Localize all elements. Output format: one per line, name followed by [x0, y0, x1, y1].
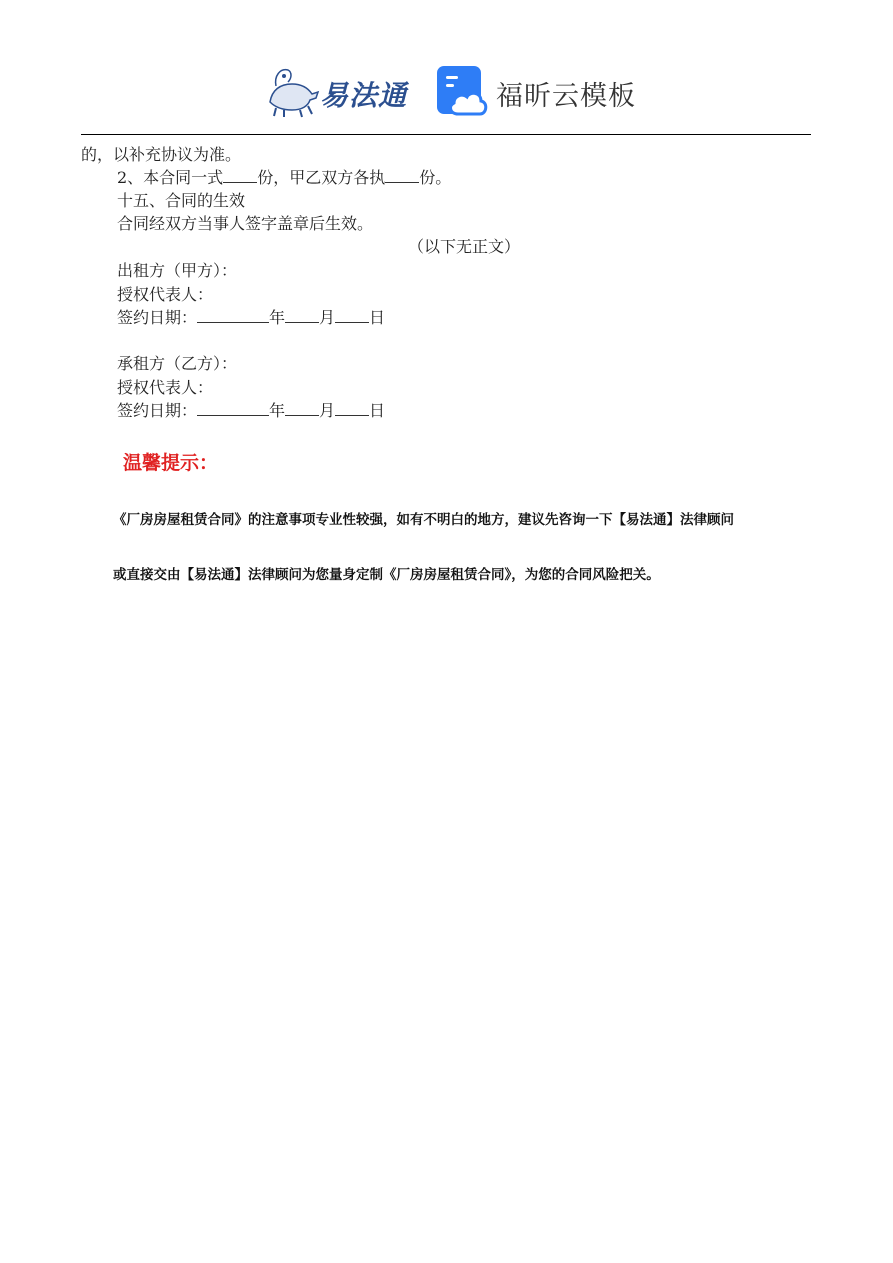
- sign-date-label: 签约日期：: [117, 401, 198, 420]
- copies-each-blank[interactable]: [385, 168, 419, 183]
- month-blank[interactable]: [285, 308, 319, 323]
- section-15-title: 十五、合同的生效: [117, 191, 246, 210]
- header-divider: [81, 134, 811, 135]
- foxit-cloud-template-logo: [436, 64, 646, 120]
- day-blank[interactable]: [335, 401, 369, 416]
- warm-tip-line-2: 或直接交由【易法通】法律顾问为您量身定制《厂房房屋租赁合同》，为您的合同风险把关。: [113, 567, 660, 583]
- party-a-sign-date: [117, 308, 385, 328]
- copies-clause: [117, 168, 451, 188]
- party-b-sign-date: [117, 401, 385, 421]
- yifatong-logo: [262, 62, 412, 118]
- copies-text-1: 2、本合同一式: [117, 168, 224, 187]
- sign-date-label: 签约日期：: [117, 308, 198, 327]
- copies-text-3: 份。: [419, 168, 452, 187]
- year-blank[interactable]: [197, 401, 269, 416]
- party-a-representative-label: 授权代表人：: [117, 285, 214, 304]
- day-label: 日: [369, 401, 386, 420]
- warm-tip-line-1: 《厂房房屋租赁合同》的注意事项专业性较强，如有不明白的地方，建议先咨询一下【易法通】法律顾问: [113, 512, 734, 528]
- year-label: 年: [269, 401, 286, 420]
- party-a-label: 出租方（甲方）：: [117, 261, 238, 280]
- year-blank[interactable]: [197, 308, 269, 323]
- kirin-icon: [262, 62, 322, 118]
- day-label: 日: [369, 308, 386, 327]
- month-blank[interactable]: [285, 401, 319, 416]
- brand-name-yifatong: 易法通: [320, 79, 408, 112]
- month-label: 月: [319, 308, 336, 327]
- page-header: [0, 58, 893, 124]
- copies-text-2: 份，甲乙双方各执: [257, 168, 386, 187]
- party-b-representative-label: 授权代表人：: [117, 378, 214, 397]
- cloud-document-icon: [436, 64, 490, 118]
- copies-total-blank[interactable]: [223, 168, 257, 183]
- no-more-text-note: （以下无正文）: [408, 237, 521, 256]
- warm-tip-title: 温馨提示：: [123, 452, 219, 474]
- brand-name-foxit: 福昕云模板: [496, 81, 636, 112]
- continuation-line: 的，以补充协议为准。: [81, 145, 242, 164]
- party-b-label: 承租方（乙方）：: [117, 354, 238, 373]
- month-label: 月: [319, 401, 336, 420]
- year-label: 年: [269, 308, 286, 327]
- day-blank[interactable]: [335, 308, 369, 323]
- section-15-text: 合同经双方当事人签字盖章后生效。: [117, 214, 374, 233]
